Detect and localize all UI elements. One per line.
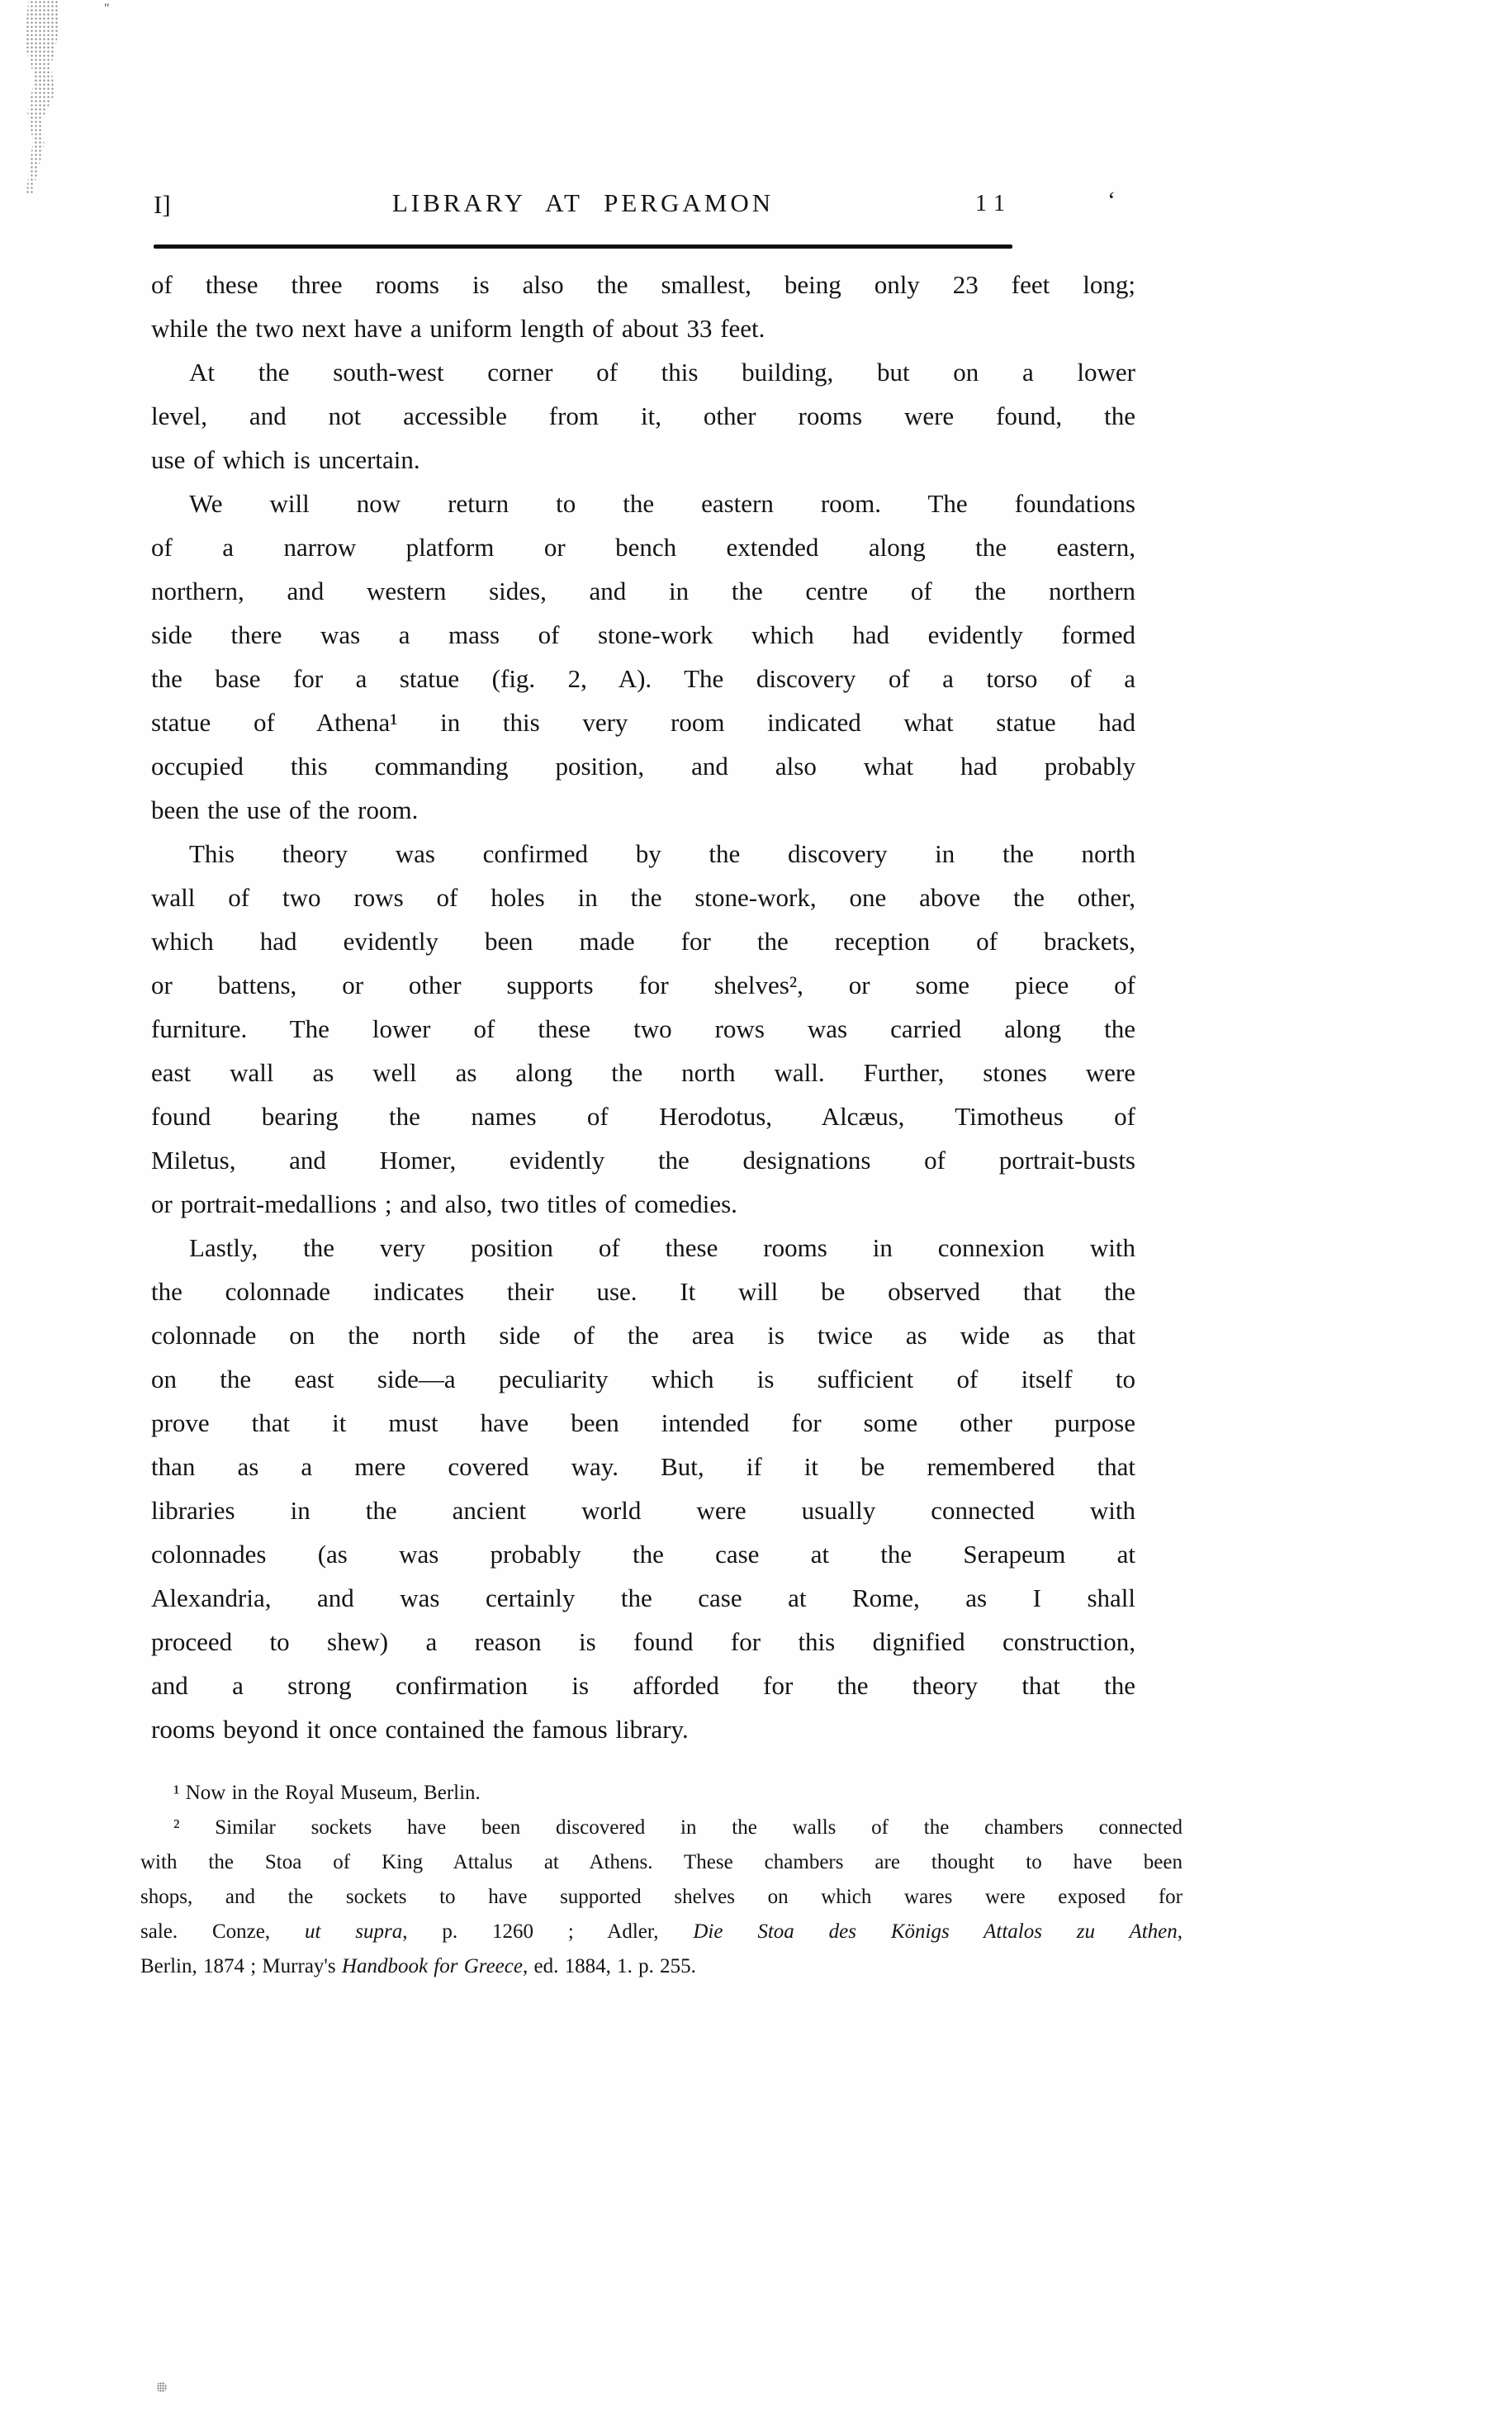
body-line: furniture. The lower of these two rows was carried along the [151,1014,1135,1043]
body-line: side there was a mass of stone-work which had evidently formed [151,620,1135,649]
footnote-line [140,1880,1183,1915]
footnote-segment: , p. 1260 ; Adler, [402,1920,694,1943]
footnotes [140,1776,1183,1984]
body-line: the base for a statue (fig. 2, A). The discovery of a torso of a [151,664,1135,693]
footnote-segment: sale. Conze, [140,1920,305,1943]
footnote-line [140,1845,1183,1880]
body-line: We will now return to the eastern room. The foundations [189,489,1135,518]
body-line: proceed to shew) a reason is found for this dignified construction, [151,1627,1135,1656]
body-line: on the east side—a peculiarity which is sufficient of itself to [151,1365,1135,1393]
body-line: or portrait-medallions ; and also, two titles of comedies. [151,1189,737,1218]
body-line: found bearing the names of Herodotus, Alcæus, Timotheus of [151,1102,1135,1131]
scan-smudge-artifact [21,0,59,195]
footnote-segment: ¹ Now in the Royal Museum, Berlin. [173,1782,481,1804]
body-text [151,263,1135,1751]
scan-speck-top: " [104,2,110,16]
body-line: of these three rooms is also the smallest, being only 23 feet long; [151,270,1135,299]
body-line: colonnade on the north side of the area is twice as wide as that [151,1321,1135,1350]
body-line: east wall as well as along the north wall. Further, stones were [151,1058,1135,1087]
body-line: prove that it must have been intended for some other purpose [151,1408,1135,1437]
footnote-segment: , [1177,1920,1183,1943]
footnote-segment: with the Stoa of King Attalus at Athens. These chambers are thought to have been [140,1851,1183,1873]
body-line: the colonnade indicates their use. It will be observed that the [151,1277,1135,1306]
body-line: Lastly, the very position of these rooms in connexion with [189,1233,1135,1262]
body-line: Alexandria, and was certainly the case at Rome, as I shall [151,1583,1135,1612]
body-line: while the two next have a uniform length of about 33 feet. [151,314,765,343]
footnote-line [140,1776,1183,1811]
body-line: been the use of the room. [151,795,419,824]
footnote-segment: Berlin, 1874 ; Murray's [140,1955,342,1977]
body-line: than as a mere covered way. But, if it be remembered that [151,1452,1135,1481]
footnote-italic-segment: Die Stoa des Königs Attalos zu Athen [693,1920,1178,1943]
body-line: which had evidently been made for the reception of brackets, [151,927,1135,956]
footnote-italic-segment: ut supra [304,1920,403,1943]
body-line: At the south-west corner of this building, but on a lower [189,358,1135,387]
footnote-segment: ² Similar sockets have been discovered in the walls of the chambers connected [173,1816,1183,1839]
footnote-line [140,1915,1183,1949]
body-line: level, and not accessible from it, other rooms were found, the [151,401,1135,430]
footnote-italic-segment: Handbook for Greece [341,1955,523,1977]
running-title: LIBRARY AT PERGAMON [391,188,775,217]
footnote-line [140,1811,1183,1845]
footnote-segment: shops, and the sockets to have supported shelves on which wares were exposed for [140,1886,1183,1908]
body-line: colonnades (as was probably the case at the Serapeum at [151,1540,1135,1569]
body-line: use of which is uncertain. [151,445,420,474]
chapter-signature: I] [154,190,171,219]
body-line: of a narrow platform or bench extended along the eastern, [151,533,1135,562]
body-line: occupied this commanding position, and also what had probably [151,752,1135,781]
body-line: This theory was confirmed by the discovery in the north [189,839,1135,868]
footnote-line [140,1949,1183,1984]
scan-stray-mark: ‘ [1107,187,1116,214]
body-line: wall of two rows of holes in the stone-work, one above the other, [151,883,1135,912]
footnote-segment: , ed. 1884, 1. p. 255. [522,1955,696,1977]
header-rule [154,244,1012,249]
body-line: and a strong confirmation is afforded for the theory that the [151,1671,1135,1700]
scan-speck-bottom [157,2382,167,2392]
body-line: libraries in the ancient world were usually connected with [151,1496,1135,1525]
body-line: or battens, or other supports for shelves², or some piece of [151,971,1135,999]
page-header [154,188,1012,225]
body-line: northern, and western sides, and in the centre of the northern [151,577,1135,605]
body-line: rooms beyond it once contained the famous library. [151,1715,689,1744]
body-line: Miletus, and Homer, evidently the designations of portrait-busts [151,1146,1135,1175]
body-line: statue of Athena¹ in this very room indicated what statue had [151,708,1135,737]
page-number: 11 [975,191,1012,216]
